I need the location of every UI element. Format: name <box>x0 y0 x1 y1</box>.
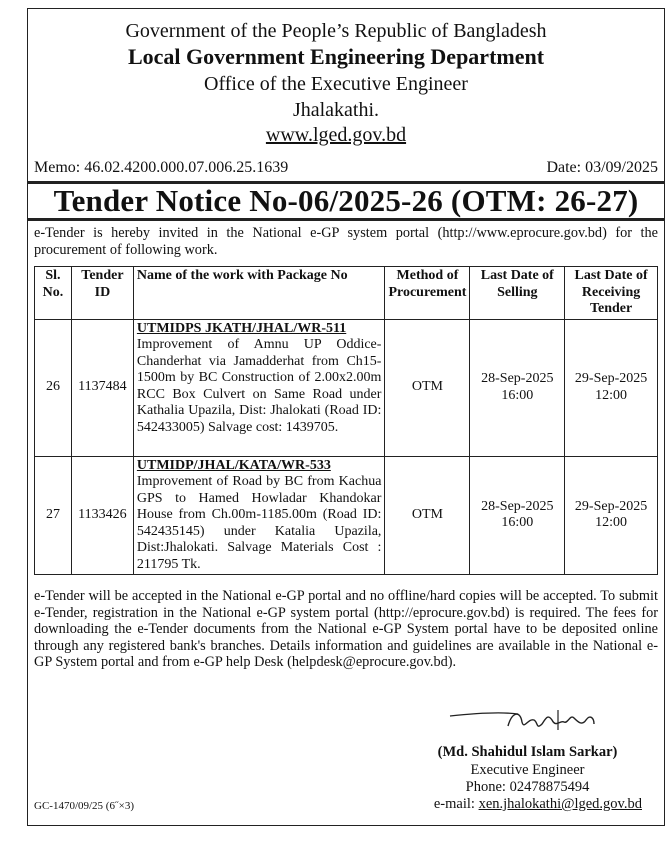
table-row <box>35 319 658 456</box>
package-number: UTMIDPS JKATH/JHAL/WR-511 <box>136 320 347 336</box>
row-receiving <box>565 319 658 456</box>
notice-title: Tender Notice No-06/2025-26 (OTM: 26-27) <box>53 183 639 218</box>
selling-date: 28-Sep-2025 <box>481 371 554 386</box>
signatory-title: Executive Engineer <box>470 762 585 778</box>
row-selling <box>470 319 565 456</box>
receiving-time: 12:00 <box>595 387 628 403</box>
row-work <box>133 456 385 575</box>
memo-number: Memo: 46.02.4200.000.07.006.25.1639 <box>34 159 289 176</box>
receiving-time: 12:00 <box>595 515 628 531</box>
table-header-row <box>35 267 658 320</box>
col-header-work-name: Name of the work with Package No <box>133 267 385 320</box>
notice-title-banner <box>28 181 664 221</box>
work-description: Improvement of Amnu UP Oddice-Chanderhat via Jamadderhat from Ch15-1500m by BC Construction of 2.00x2.00m RCC Box Culvert on Same Road under Kathalia Upazila, Dist: Jhalokati (Road ID: 542433005) Salvage cost: 1439705. <box>136 337 382 435</box>
row-tender-id: 1137484 <box>71 319 133 456</box>
row-sl: 26 <box>35 319 72 456</box>
row-selling <box>470 456 565 575</box>
email-label: e-mail: <box>433 796 479 812</box>
col-header-selling-date: Last Date of Selling <box>470 267 565 320</box>
selling-time: 16:00 <box>501 515 534 531</box>
row-sl: 27 <box>35 456 72 575</box>
package-number: UTMIDP/JHAL/KATA/WR-533 <box>136 457 331 473</box>
signatory-email <box>434 796 642 813</box>
email-link[interactable]: xen.jhalokathi@lged.gov.bd <box>478 796 642 812</box>
tender-table <box>34 266 658 575</box>
work-description: Improvement of Road by BC from Kachua GPS to Hamed Howladar Khandokar House from Ch.00m-1185.00m (Road ID: 542435145) under Katalia Upazila, Dist:Jhalokati. Salvage Materials Cost : 211795 Tk. <box>136 474 382 572</box>
website-link[interactable]: www.lged.gov.bd <box>265 124 407 146</box>
selling-date: 28-Sep-2025 <box>481 498 554 514</box>
selling-time: 16:00 <box>501 387 534 403</box>
row-method: OTM <box>385 319 470 456</box>
signatory-name: (Md. Shahidul Islam Sarkar) <box>437 744 618 760</box>
col-header-receiving-date: Last Date of Receiving Tender <box>565 267 658 320</box>
notice-date: Date: 03/09/2025 <box>546 159 658 176</box>
receiving-date: 29-Sep-2025 <box>574 371 648 386</box>
col-header-tender-id: Tender ID <box>71 267 133 320</box>
closing-paragraph: e-Tender will be accepted in the National e-GP portal and no offline/hard copies will be accepted. To submit e-Tender, registration in the National e-GP system portal (http://eprocure.gov.bd) is required. The fees for downloading the e-Tender documents from the National e-GP System portal have to be deposited online through any registered bank's branches. Details information and guidelines are available in the National e-GP System portal and from e-GP help Desk (helpdesk@eprocure.gov.bd). <box>34 588 658 670</box>
row-method: OTM <box>385 456 470 575</box>
signatory-phone: Phone: 02478875494 <box>465 779 590 795</box>
department-title: Local Government Engineering Department <box>127 44 545 69</box>
office-title: Office of the Executive Engineer <box>204 73 468 95</box>
govt-title: Government of the People’s Republic of Bangladesh <box>125 20 547 42</box>
col-header-method: Method of Procurement <box>385 267 470 320</box>
intro-paragraph: e-Tender is hereby invited in the National e-GP system portal (http://www.eprocure.gov.bd) for the procurement of following work. <box>34 225 658 258</box>
handwritten-signature <box>448 700 598 742</box>
col-header-sl: Sl. No. <box>35 267 72 320</box>
office-location: Jhalakathi. <box>292 99 380 121</box>
table-row <box>35 456 658 575</box>
row-work <box>133 319 385 456</box>
row-receiving <box>565 456 658 575</box>
receiving-date: 29-Sep-2025 <box>574 498 648 514</box>
row-tender-id: 1133426 <box>71 456 133 575</box>
gc-reference: GC-1470/09/25 (6˝×3) <box>34 800 134 812</box>
